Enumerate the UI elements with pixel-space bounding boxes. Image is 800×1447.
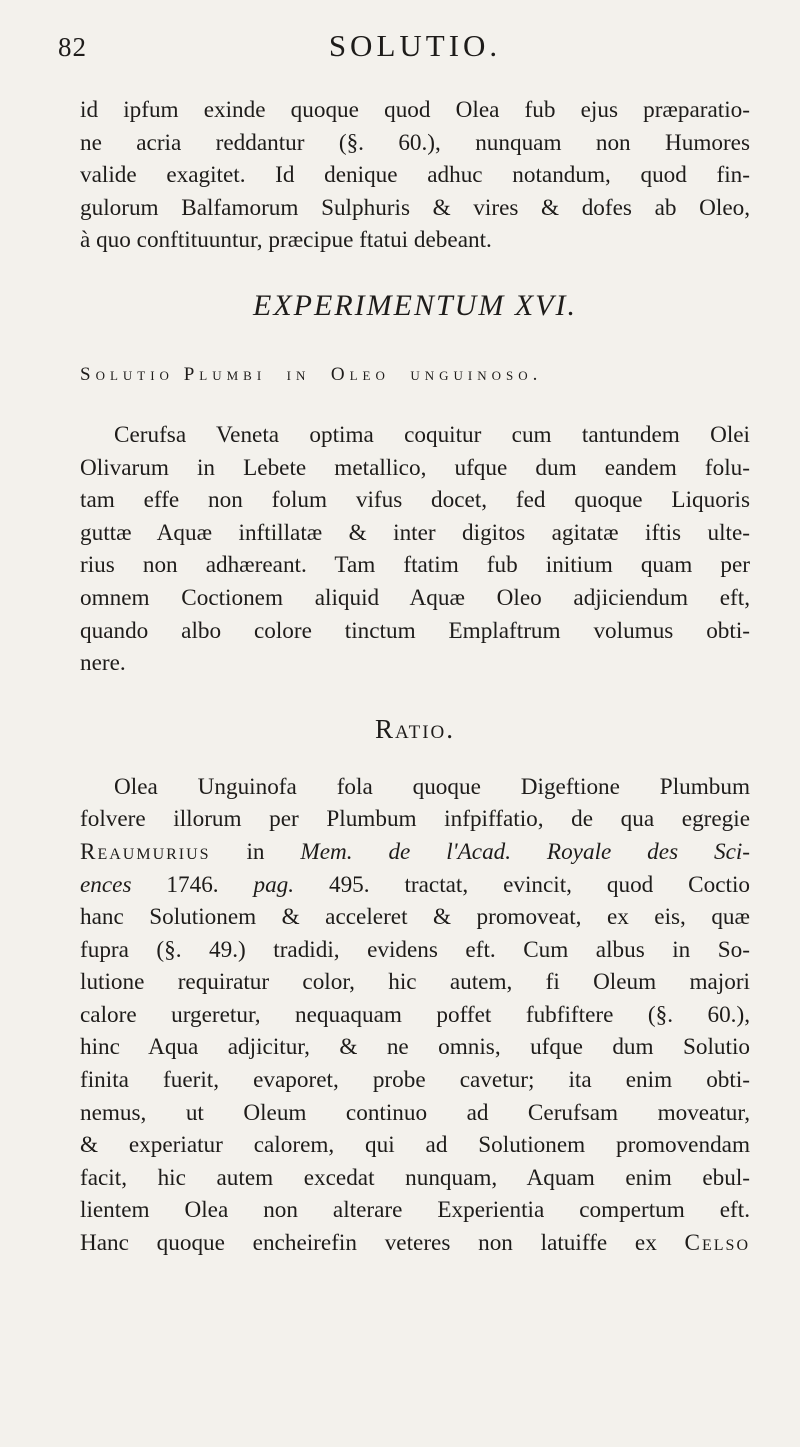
text-line: guttæ Aquæ inftillatæ & inter digitos agitatæ iftis ulte- [80, 519, 750, 546]
text-line: nere. [80, 650, 126, 677]
text-line: gulorum Balfamorum Sulphuris & vires & dofes ab Oleo, [80, 194, 750, 221]
experiment-heading: EXPERIMENTUM XVI. [253, 288, 577, 322]
text-line: ne acria reddantur (§. 60.), nunquam non Humores [80, 129, 750, 156]
text-line: rius non adhæreant. Tam ftatim fub initium quam per [80, 552, 750, 579]
text-line: à quo conftituuntur, præcipue ftatui debeant. [80, 227, 492, 254]
text-fragment: pag. [253, 871, 295, 898]
ratio-paragraph [80, 771, 750, 1260]
text-line: facit, hic autem excedat nunquam, Aquam enim ebul- [80, 1164, 750, 1191]
text-line: hanc Solutionem & acceleret & promoveat, ex eis, quæ [80, 904, 750, 931]
text-line: folvere illorum per Plumbum infpiffatio, de qua egregie [80, 806, 750, 833]
author-name: Reaumurius [80, 838, 211, 865]
text-fragment: Hanc quoque encheirefin veteres non latuiffe ex [80, 1230, 657, 1257]
work-title: Mem. de l'Acad. Royale des Sci- [300, 838, 751, 865]
text-line [80, 1227, 750, 1260]
text-line: hinc Aqua adjicitur, & ne omnis, ufque dum Solutio [80, 1034, 750, 1061]
work-title: ences [80, 871, 132, 898]
text-line: fupra (§. 49.) tradidi, evidens eft. Cum albus in So- [80, 936, 750, 963]
text-line: valide exagitet. Id denique adhuc notandum, quod fin- [80, 162, 750, 189]
text-fragment: 495. tractat, evincit, quod Coctio [328, 871, 750, 898]
experiment-title-part: Solutio Plumbi [80, 363, 267, 385]
text-fragment: 1746. [166, 871, 219, 898]
text-line: & experiatur calorem, qui ad Solutionem promovendam [80, 1132, 750, 1159]
text-line: Olivarum in Lebete metallico, ufque dum eandem folu- [80, 454, 750, 481]
experiment-title [80, 359, 750, 387]
text-line [80, 836, 750, 869]
text-line: quando albo colore tinctum Emplaftrum volumus obti- [80, 617, 750, 644]
intro-paragraph [80, 94, 750, 257]
text-line: Olea Unguinofa fola quoque Digeftione Plumbum [114, 773, 750, 800]
text-line: nemus, ut Oleum continuo ad Cerufsam moveatur, [80, 1099, 750, 1126]
text-line: lutione requiratur color, hic autem, fi Oleum majori [80, 969, 750, 996]
text-line: lientem Olea non alterare Experientia compertum eft. [80, 1197, 750, 1224]
page-number: 82 [58, 32, 87, 62]
text-line [80, 869, 750, 902]
text-line: Cerufsa Veneta optima coquitur cum tantundem Olei [114, 421, 750, 448]
ratio-heading: Ratio. [374, 713, 456, 744]
text-line: omnem Coctionem aliquid Aquæ Oleo adjiciendum eft, [80, 584, 750, 611]
text-line: tam effe non folum vifus docet, fed quoque Liquoris [80, 487, 750, 514]
experiment-paragraph [80, 419, 750, 680]
experiment-title-part: in [286, 363, 311, 385]
running-title: SOLUTIO. [328, 28, 502, 63]
text-line: finita fuerit, evaporet, probe cavetur; ita enim obti- [80, 1067, 750, 1094]
text-fragment: in [246, 838, 265, 865]
experiment-title-part: unguinoso. [410, 363, 543, 385]
author-name: Celso [684, 1230, 751, 1257]
running-head [48, 28, 752, 68]
text-line: id ipfum exinde quoque quod Olea fub ejus præparatio- [80, 97, 750, 123]
body-text [80, 94, 750, 1260]
text-line: calore urgeretur, nequaquam poffet fubfiftere (§. 60.), [80, 1001, 750, 1028]
experiment-title-part: Oleo [330, 363, 390, 385]
